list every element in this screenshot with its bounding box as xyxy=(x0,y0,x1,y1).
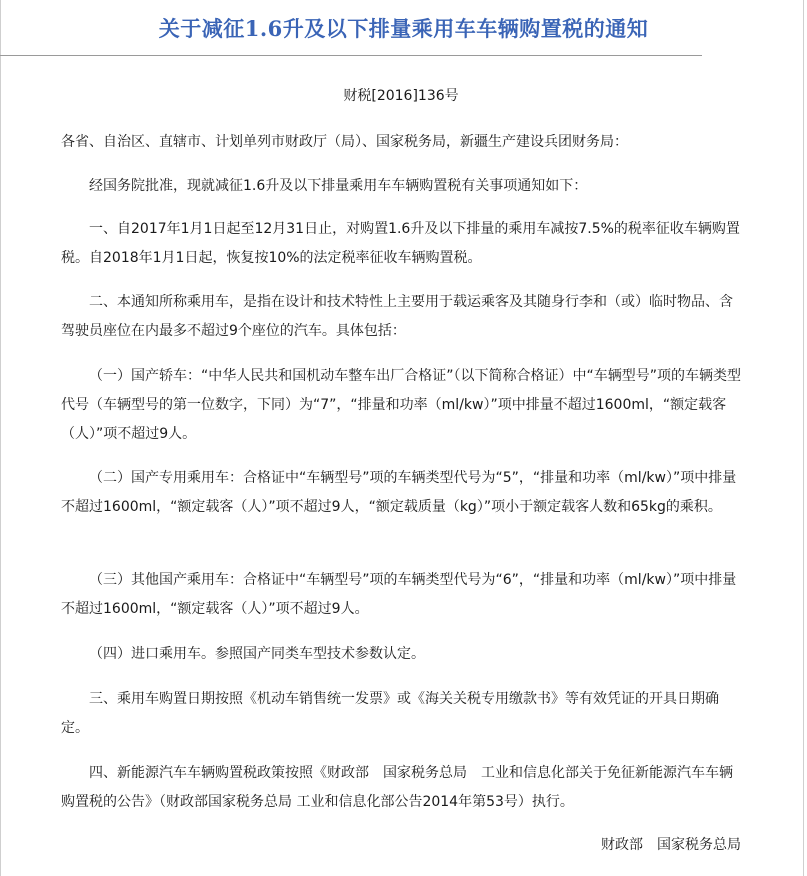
paragraph-item-3: （三）其他国产乘用车：合格证中“车辆型号”项的车辆类型代号为“6”，“排量和功率（ml/kw）”项中排量不超过1600ml，“额定载客（人）”项不超过9人。 xyxy=(61,572,737,617)
addressee: 各省、自治区、直辖市、计划单列市财政厅（局）、国家税务局，新疆生产建设兵团财务局： xyxy=(61,134,628,150)
paragraph-section-3: 三、乘用车购置日期按照《机动车销售统一发票》或《海关关税专用缴款书》等有效凭证的开具日期确定。 xyxy=(61,691,719,736)
paragraph-item-1: （一）国产轿车：“中华人民共和国机动车整车出厂合格证”（以下简称合格证）中“车辆型号”项的车辆类型代号（车辆型号的第一位数字，下同）为“7”，“排量和功率（ml/kw）”项中排量不超过1600ml，“额定载客（人）”项不超过9人。 xyxy=(61,368,742,442)
paragraph-intro: 经国务院批准，现就减征1.6升及以下排量乘用车车辆购置税有关事项通知如下： xyxy=(89,178,588,194)
paragraph-section-2: 二、本通知所称乘用车，是指在设计和技术特性上主要用于载运乘客及其随身行李和（或）临时物品、含驾驶员座位在内最多不超过9个座位的汽车。具体包括： xyxy=(61,294,733,339)
document-number: 财税[2016]136号 xyxy=(343,88,459,104)
issuer-signature: 财政部 国家税务总局 xyxy=(601,837,741,853)
title-divider xyxy=(0,55,702,56)
paragraph-section-1: 一、自2017年1月1日起至12月31日止，对购置1.6升及以下排量的乘用车减按7.5%的税率征收车辆购置税。自2018年1月1日起，恢复按10%的法定税率征收车辆购置税。 xyxy=(61,221,740,266)
document-title: 关于减征1.6升及以下排量乘用车车辆购置税的通知 xyxy=(158,16,649,42)
paragraph-section-4: 四、新能源汽车车辆购置税政策按照《财政部 国家税务总局 工业和信息化部关于免征新能源汽车车辆购置税的公告》（财政部国家税务总局 工业和信息化部公告2014年第53号）执行。 xyxy=(61,765,733,810)
paragraph-item-4: （四）进口乘用车。参照国产同类车型技术参数认定。 xyxy=(89,646,425,662)
paragraph-item-2: （二）国产专用乘用车：合格证中“车辆型号”项的车辆类型代号为“5”，“排量和功率（ml/kw）”项中排量不超过1600ml，“额定载客（人）”项不超过9人，“额定载质量（kg）”项小于额定载客人数和65kg的乘积。 xyxy=(61,470,737,515)
